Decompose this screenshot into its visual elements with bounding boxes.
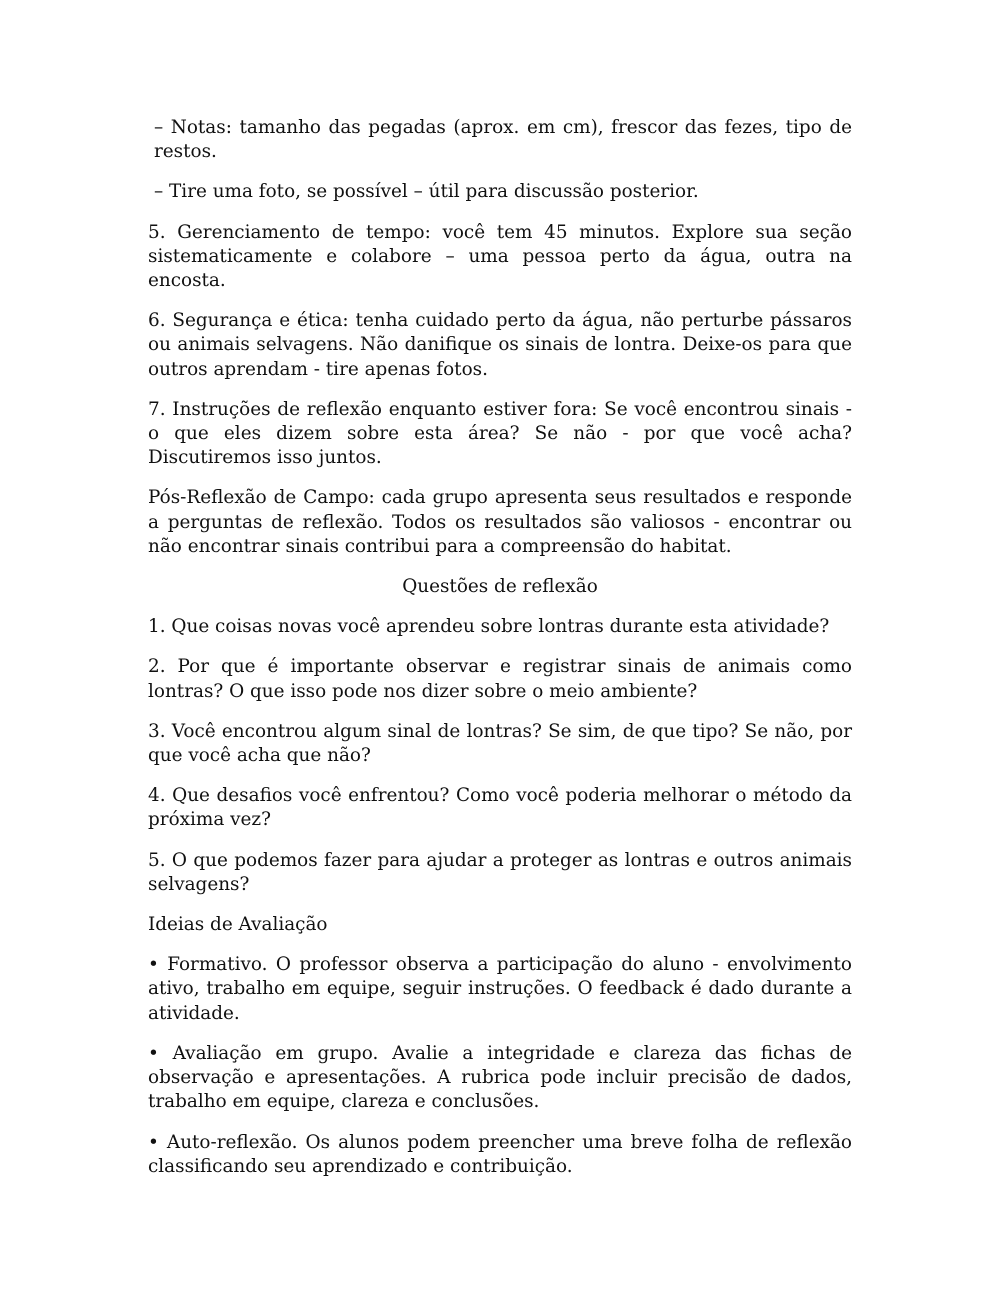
- reflection-question: 2. Por que é importante observar e registrar sinais de animais como lontras? O que isso pode nos dizer sobre o meio ambiente?: [148, 656, 852, 702]
- assessment-item: • Auto-reflexão. Os alunos podem preencher uma breve folha de reflexão classificando seu aprendizado e contribuição.: [148, 1131, 852, 1177]
- reflection-instructions-item: 7. Instruções de reflexão enquanto estiver fora: Se você encontrou sinais - o que eles dizem sobre esta área? Se não - por que você acha? Discutiremos isso juntos.: [148, 398, 852, 469]
- reflection-question: 3. Você encontrou algum sinal de lontras? Se sim, de que tipo? Se não, por que você acha que não?: [148, 720, 852, 767]
- assessment-heading: Ideias de Avaliação: [148, 914, 328, 936]
- document-body: [148, 116, 852, 1195]
- notes-item: – Notas: tamanho das pegadas (aprox. em cm), frescor das fezes, tipo de restos.: [154, 117, 852, 163]
- reflection-question: 1. Que coisas novas você aprendeu sobre lontras durante esta atividade?: [148, 616, 830, 638]
- assessment-item: • Avaliação em grupo. Avalie a integridade e clareza das fichas de observação e apresentações. A rubrica pode incluir precisão de dados, trabalho em equipe, clareza e conclusões.: [148, 1042, 852, 1113]
- post-field-reflection-paragraph: Pós-Reflexão de Campo: cada grupo apresenta seus resultados e responde a perguntas de reflexão. Todos os resultados são valiosos - encontrar ou não encontrar sinais contribui para a compreensão do habitat.: [148, 487, 852, 557]
- safety-ethics-item: 6. Segurança e ética: tenha cuidado perto da água, não perturbe pássaros ou animais selvagens. Não danifique os sinais de lontra. Deixe-os para que outros aprendam - tire apenas fotos.: [148, 310, 852, 380]
- reflection-question: 5. O que podemos fazer para ajudar a proteger as lontras e outros animais selvagens?: [148, 849, 852, 895]
- photo-item: – Tire uma foto, se possível – útil para discussão posterior.: [154, 181, 699, 203]
- reflection-questions-heading: Questões de reflexão: [402, 576, 598, 598]
- reflection-question: 4. Que desafios você enfrentou? Como você poderia melhorar o método da próxima vez?: [148, 785, 852, 831]
- time-management-item: 5. Gerenciamento de tempo: você tem 45 minutos. Explore sua seção sistematicamente e colabore – uma pessoa perto da água, outra na encosta.: [148, 221, 852, 292]
- assessment-item: • Formativo. O professor observa a participação do aluno - envolvimento ativo, trabalho em equipe, seguir instruções. O feedback é dado durante a atividade.: [148, 954, 852, 1024]
